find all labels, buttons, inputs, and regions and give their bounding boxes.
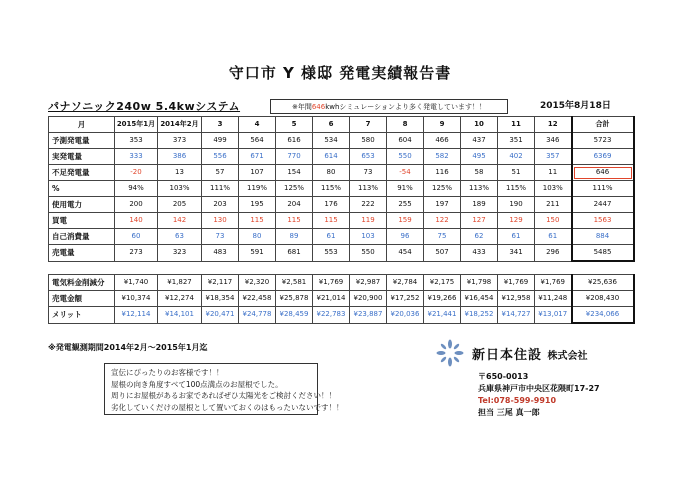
data-cell: 94% [115, 181, 158, 197]
data-cell: 125% [276, 181, 313, 197]
telephone: Tel:078-599-9910 [478, 396, 557, 405]
data-cell: 115 [239, 213, 276, 229]
data-cell: 142 [158, 213, 202, 229]
message-line: 周りにお屋根があるお家であればぜひ太陽光をご検討ください！！ [111, 391, 336, 400]
data-cell: ¥20,471 [202, 307, 239, 324]
total-cell: ¥208,430 [572, 291, 634, 307]
notice-box [270, 99, 508, 114]
table-row [49, 149, 634, 165]
header-month-label: 月 [49, 117, 115, 133]
data-cell: ¥22,458 [239, 291, 276, 307]
report-date: 2015年8月18日 [540, 101, 611, 111]
data-cell: 616 [276, 133, 313, 149]
data-cell: 564 [239, 133, 276, 149]
header-cell: 合計 [572, 117, 634, 133]
total-cell: 646 [572, 165, 634, 181]
header-cell: 9 [424, 117, 461, 133]
total-cell: ¥234,066 [572, 307, 634, 324]
table-row [49, 245, 634, 262]
data-cell: 323 [158, 245, 202, 262]
data-cell: 770 [276, 149, 313, 165]
data-cell: -20 [115, 165, 158, 181]
header-cell: 8 [387, 117, 424, 133]
data-cell: ¥2,581 [276, 275, 313, 291]
data-cell: ¥28,459 [276, 307, 313, 324]
data-cell: 115% [498, 181, 535, 197]
data-cell: ¥2,320 [239, 275, 276, 291]
data-cell: 140 [115, 213, 158, 229]
data-cell: 116 [424, 165, 461, 181]
company-main: 新日本住設 [472, 348, 543, 363]
table-row [49, 197, 634, 213]
system-label: パナソニック240w 5.4kwシステム [48, 100, 241, 113]
data-cell: 534 [313, 133, 350, 149]
data-cell: 107 [239, 165, 276, 181]
row-label: 実発電量 [49, 149, 115, 165]
table-row [49, 307, 634, 324]
data-cell: ¥24,778 [239, 307, 276, 324]
data-cell: 203 [202, 197, 239, 213]
total-cell: 5723 [572, 133, 634, 149]
data-cell: 653 [350, 149, 387, 165]
data-cell: 604 [387, 133, 424, 149]
data-cell: 154 [276, 165, 313, 181]
header-cell: 11 [498, 117, 535, 133]
data-cell: 73 [202, 229, 239, 245]
table-row [49, 291, 634, 307]
data-cell: ¥1,740 [115, 275, 158, 291]
data-cell: 671 [239, 149, 276, 165]
row-label: 売電量 [49, 245, 115, 262]
total-cell: 2447 [572, 197, 634, 213]
data-cell: ¥10,374 [115, 291, 158, 307]
data-cell: 103 [350, 229, 387, 245]
data-cell: ¥23,887 [350, 307, 387, 324]
data-cell: 296 [535, 245, 572, 262]
notice-suffix: kwhシミュレーションより多く発電しています！！ [325, 102, 487, 111]
company-suffix: 株式会社 [547, 351, 588, 362]
header-cell: 12 [535, 117, 572, 133]
table-row [49, 133, 634, 149]
data-cell: 11 [535, 165, 572, 181]
data-cell: 437 [461, 133, 498, 149]
data-cell: 115% [313, 181, 350, 197]
data-cell: 681 [276, 245, 313, 262]
notice-prefix: ※年間 [291, 102, 312, 111]
data-cell: 483 [202, 245, 239, 262]
data-cell: 58 [461, 165, 498, 181]
data-cell: 346 [535, 133, 572, 149]
message-line: 宣伝にぴったりのお客様です！！ [111, 368, 224, 377]
row-label: 電気料金削減分 [49, 275, 115, 291]
data-cell: ¥11,248 [535, 291, 572, 307]
data-cell: 61 [535, 229, 572, 245]
data-cell: 63 [158, 229, 202, 245]
data-cell: ¥20,036 [387, 307, 424, 324]
data-cell: 591 [239, 245, 276, 262]
data-cell: 351 [498, 133, 535, 149]
data-cell: 550 [387, 149, 424, 165]
data-cell: 80 [313, 165, 350, 181]
data-cell: 96 [387, 229, 424, 245]
data-cell: ¥1,798 [461, 275, 498, 291]
data-cell: ¥1,769 [535, 275, 572, 291]
row-label: メリット [49, 307, 115, 324]
address-block [478, 371, 600, 419]
data-cell: 353 [115, 133, 158, 149]
data-cell: ¥2,987 [350, 275, 387, 291]
data-cell: 553 [313, 245, 350, 262]
page-title: 守口市 Y 様邸 発電実績報告書 [228, 64, 452, 82]
data-cell: 130 [202, 213, 239, 229]
data-cell: 57 [202, 165, 239, 181]
data-cell: 80 [239, 229, 276, 245]
row-label: 売電金額 [49, 291, 115, 307]
data-cell: 119 [350, 213, 387, 229]
header-cell: 5 [276, 117, 313, 133]
data-cell: ¥13,017 [535, 307, 572, 324]
street-address: 兵庫県神戸市中央区花隈町17-27 [478, 384, 600, 393]
row-label: 自己消費量 [49, 229, 115, 245]
data-cell: ¥1,769 [498, 275, 535, 291]
data-cell: 190 [498, 197, 535, 213]
data-cell: 61 [498, 229, 535, 245]
data-cell: ¥12,274 [158, 291, 202, 307]
data-cell: 341 [498, 245, 535, 262]
data-cell: 73 [350, 165, 387, 181]
data-cell: ¥1,827 [158, 275, 202, 291]
total-cell: 6369 [572, 149, 634, 165]
data-cell: 91% [387, 181, 424, 197]
data-cell: 103% [535, 181, 572, 197]
data-cell: ¥19,266 [424, 291, 461, 307]
data-cell: 273 [115, 245, 158, 262]
data-cell: ¥21,014 [313, 291, 350, 307]
row-label: 不足発電量 [49, 165, 115, 181]
total-cell: 884 [572, 229, 634, 245]
data-cell: 386 [158, 149, 202, 165]
data-cell: 176 [313, 197, 350, 213]
data-cell: 211 [535, 197, 572, 213]
data-cell: 129 [498, 213, 535, 229]
table-row [49, 213, 634, 229]
header-cell: 3 [202, 117, 239, 133]
header-cell: 2015年1月 [115, 117, 158, 133]
message-box [104, 363, 344, 415]
data-cell: 507 [424, 245, 461, 262]
data-cell: 499 [202, 133, 239, 149]
data-cell: 113% [461, 181, 498, 197]
zip-code: 〒650-0013 [478, 372, 529, 381]
message-line: 屋根の向き角度すべて100点満点のお屋根でした。 [111, 379, 283, 389]
table-row [49, 165, 634, 181]
contact-person: 担当 三尾 真一郎 [478, 408, 540, 417]
data-cell: 222 [350, 197, 387, 213]
data-cell: 205 [158, 197, 202, 213]
data-cell: 454 [387, 245, 424, 262]
data-cell: 62 [461, 229, 498, 245]
header-cell: 10 [461, 117, 498, 133]
row-label: 使用電力 [49, 197, 115, 213]
data-cell: 61 [313, 229, 350, 245]
data-cell: 122 [424, 213, 461, 229]
data-cell: 89 [276, 229, 313, 245]
data-cell: 189 [461, 197, 498, 213]
data-cell: 111% [202, 181, 239, 197]
period-note: ※発電観測期間2014年2月～2015年1月迄 [48, 343, 208, 352]
row-label: % [49, 181, 115, 197]
data-cell: 150 [535, 213, 572, 229]
total-cell: 5485 [572, 245, 634, 262]
row-label: 買電 [49, 213, 115, 229]
data-cell: 556 [202, 149, 239, 165]
data-cell: 60 [115, 229, 158, 245]
data-cell: ¥25,878 [276, 291, 313, 307]
data-cell: 200 [115, 197, 158, 213]
data-cell: 204 [276, 197, 313, 213]
data-cell: ¥16,454 [461, 291, 498, 307]
data-cell: ¥14,727 [498, 307, 535, 324]
total-cell: 111% [572, 181, 634, 197]
header-cell: 6 [313, 117, 350, 133]
data-cell: 466 [424, 133, 461, 149]
total-cell: 1563 [572, 213, 634, 229]
data-cell: 495 [461, 149, 498, 165]
header-cell: 2014年2月 [158, 117, 202, 133]
data-cell: 125% [424, 181, 461, 197]
data-cell: ¥12,114 [115, 307, 158, 324]
data-cell: -54 [387, 165, 424, 181]
data-cell: 333 [115, 149, 158, 165]
data-cell: 550 [350, 245, 387, 262]
data-cell: 119% [239, 181, 276, 197]
data-cell: 255 [387, 197, 424, 213]
table-row [49, 229, 634, 245]
data-cell: 51 [498, 165, 535, 181]
data-cell: 614 [313, 149, 350, 165]
table-row [49, 181, 634, 197]
data-cell: 127 [461, 213, 498, 229]
data-cell: ¥14,101 [158, 307, 202, 324]
table-row [49, 275, 634, 291]
data-cell: ¥18,354 [202, 291, 239, 307]
data-cell: ¥12,958 [498, 291, 535, 307]
generation-table [48, 116, 635, 262]
data-cell: 13 [158, 165, 202, 181]
company-name [472, 344, 588, 363]
data-cell: 433 [461, 245, 498, 262]
data-cell: 113% [350, 181, 387, 197]
data-cell: 402 [498, 149, 535, 165]
data-cell: ¥21,441 [424, 307, 461, 324]
data-cell: 159 [387, 213, 424, 229]
header-cell: 7 [350, 117, 387, 133]
row-label: 予測発電量 [49, 133, 115, 149]
data-cell: ¥2,117 [202, 275, 239, 291]
data-cell: 115 [276, 213, 313, 229]
data-cell: 197 [424, 197, 461, 213]
data-cell: 580 [350, 133, 387, 149]
data-cell: ¥20,900 [350, 291, 387, 307]
data-cell: 115 [313, 213, 350, 229]
notice-highlight: 646 [311, 102, 326, 111]
message-line: 劣化していくだけの屋根として置いておくのはもったいないです！！ [111, 402, 344, 412]
data-cell: ¥18,252 [461, 307, 498, 324]
data-cell: 103% [158, 181, 202, 197]
data-cell: 195 [239, 197, 276, 213]
header-cell: 4 [239, 117, 276, 133]
data-cell: 357 [535, 149, 572, 165]
data-cell: ¥2,175 [424, 275, 461, 291]
sparkle-logo-icon [436, 339, 464, 367]
data-cell: ¥1,769 [313, 275, 350, 291]
data-cell: 75 [424, 229, 461, 245]
data-cell: ¥22,783 [313, 307, 350, 324]
data-cell: ¥2,784 [387, 275, 424, 291]
data-cell: 373 [158, 133, 202, 149]
total-cell: ¥25,636 [572, 275, 634, 291]
data-cell: ¥17,252 [387, 291, 424, 307]
data-cell: 582 [424, 149, 461, 165]
money-table [48, 274, 635, 324]
